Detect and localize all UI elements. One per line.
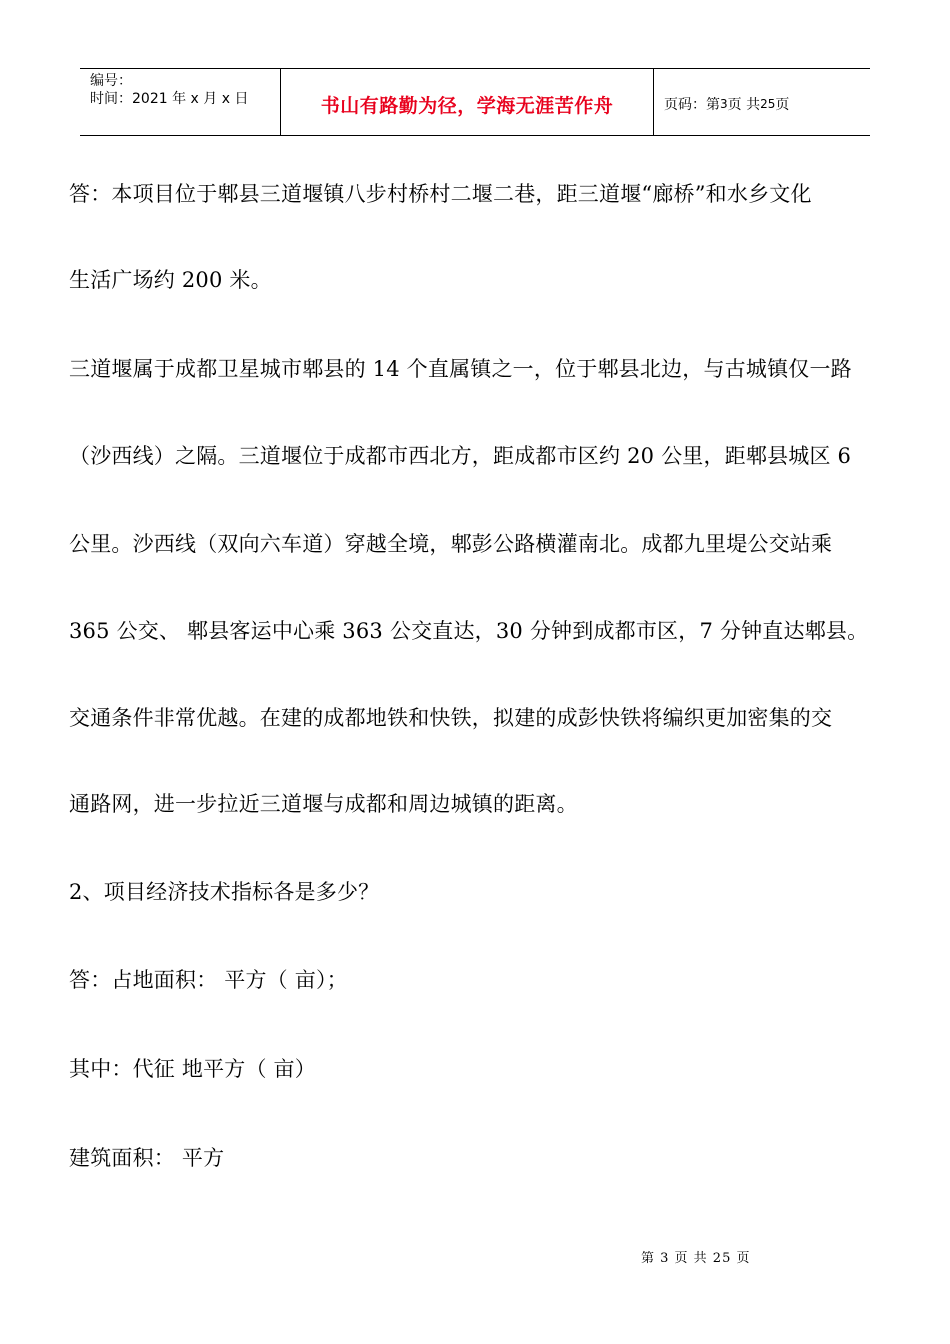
document-time-label: 时间：2021 年 x 月 x 日: [90, 91, 249, 107]
page-mid: 页 共: [727, 97, 761, 113]
document-number-label: 编号：: [90, 73, 132, 89]
body-line: 其中：代征 地平方（ 亩）: [69, 1057, 316, 1081]
section-question: 2、项目经济技术指标各是多少？: [69, 880, 380, 904]
body-line: 建筑面积： 平方: [69, 1146, 225, 1170]
page-current: 3: [720, 97, 728, 111]
header-meta-cell: [80, 69, 281, 135]
body-line: 三道堰属于成都卫星城市郫县的 14 个直属镇之一，位于郫县北边，与古城镇仅一路: [69, 357, 852, 381]
body-line: 公里。沙西线（双向六车道）穿越全境，郫彭公路横灌南北。成都九里堤公交站乘: [69, 532, 833, 556]
header-page-cell: [654, 69, 870, 135]
page-footer: 第 3 页 共 25 页: [641, 1251, 751, 1266]
header-motto: 书山有路勤为径，学海无涯苦作舟: [320, 94, 614, 117]
body-line: 通路网，进一步拉近三道堰与成都和周边城镇的距离。: [69, 792, 578, 816]
body-line: 答：本项目位于郫县三道堰镇八步村桥村二堰二巷，距三道堰“廊桥”和水乡文化: [69, 182, 812, 206]
body-line: （沙西线）之隔。三道堰位于成都市西北方，距成都市区约 20 公里，距郫县城区 6: [69, 444, 852, 468]
body-line: 365 公交、 郫县客运中心乘 363 公交直达，30 分钟到成都市区，7 分钟直达郫县。: [69, 619, 869, 643]
body-line: 交通条件非常优越。在建的成都地铁和快铁，拟建的成彭快铁将编织更加密集的交: [69, 706, 833, 730]
page-prefix: 页码：第: [664, 97, 720, 113]
page-total: 25: [760, 97, 776, 111]
body-line: 生活广场约 200 米。: [69, 268, 272, 292]
header-table: [80, 68, 870, 136]
page-suffix: 页: [775, 97, 790, 113]
header-motto-cell: [281, 69, 654, 135]
body-line: 答：占地面积： 平方（ 亩）；: [69, 968, 348, 992]
